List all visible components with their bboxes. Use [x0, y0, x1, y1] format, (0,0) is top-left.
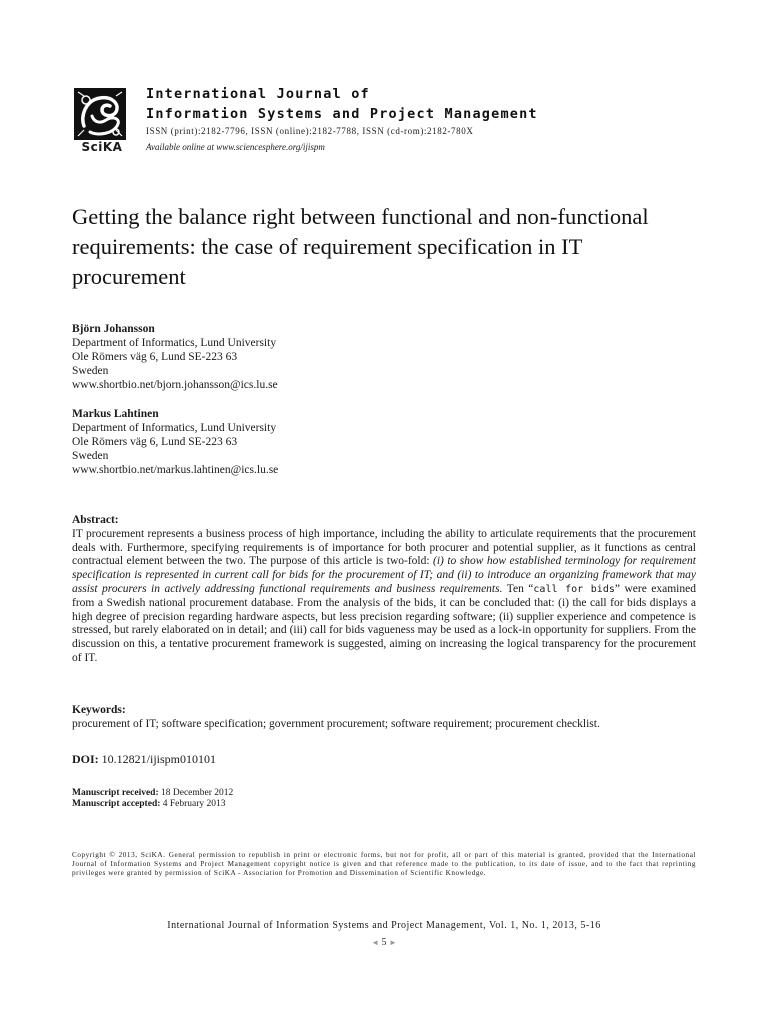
paper-title: Getting the balance right between functional and non-functional requirements: the case of requirement specification in IT procurement	[72, 204, 649, 289]
triangle-left-icon: ◄	[371, 938, 379, 947]
author-address: Ole Römers väg 6, Lund SE-223 63	[72, 351, 238, 363]
journal-title	[146, 84, 538, 124]
author-link[interactable]: www.shortbio.net/bjorn.johansson@ics.lu.se	[72, 379, 278, 391]
doi-value[interactable]: 10.12821/ijispm010101	[101, 752, 217, 766]
abstract-mono-text: call for bids	[533, 583, 615, 595]
abstract-text: IT procurement represents a business process of high importance, including the ability to articulate requirements that the procurement deals with. Furthermore, specifying requirements is of importance for both procurer and potential supplier, as it functions as central contractual element between the two. The purpose of this article is two-fold:	[72, 527, 696, 568]
journal-title-line2: Information Systems and Project Management	[146, 106, 538, 122]
author-country: Sweden	[72, 365, 109, 377]
author-department: Department of Informatics, Lund University	[72, 337, 277, 349]
author-department: Department of Informatics, Lund University	[72, 422, 277, 434]
copyright-notice: Copyright © 2013, SciKA. General permission to republish in print or electronic forms, but not for profit, all or part of this material is granted, provided that the International Journal of Information Systems and Project Management copyright notice is given and that reference made to the publication, to its date of issue, and to the fact that reprinting privileges were granted by permission of SciKA - Association for Promotion and Dissemination of Scientific Knowledge.	[72, 851, 696, 877]
author-block	[72, 407, 472, 477]
abstract-text: Ten “	[502, 582, 534, 595]
abstract-section	[72, 514, 696, 666]
logo-text: SciKA	[81, 140, 123, 154]
triangle-right-icon: ►	[389, 938, 397, 947]
manuscript-accepted-label: Manuscript accepted:	[72, 799, 161, 809]
journal-title-line1: International Journal of	[146, 86, 370, 102]
doi-label: DOI:	[72, 752, 99, 766]
keywords-section	[72, 703, 696, 731]
author-block	[72, 322, 472, 392]
manuscript-received-date: 18 December 2012	[161, 788, 234, 798]
author-link[interactable]: www.shortbio.net/markus.lahtinen@ics.lu.se	[72, 464, 279, 476]
abstract-italic-text: (i) to show how established terminology for requirement specification is represented in current call for bids for the procurement of IT; and (ii) to introduce an organizing framework that may assist procurers in actively addressing functional requirements and business requirements.	[72, 555, 696, 595]
issn-line: ISSN (print):2182-7796, ISSN (online):2182-7788, ISSN (cd-rom):2182-780X	[146, 126, 474, 136]
keywords-heading: Keywords:	[72, 704, 126, 716]
author-name: Björn Johansson	[72, 323, 155, 335]
abstract-heading: Abstract:	[72, 514, 119, 526]
footer-citation: International Journal of Information Systems and Project Management, Vol. 1, No. 1, 2013, 5-16	[167, 920, 601, 931]
author-name: Markus Lahtinen	[72, 408, 159, 420]
abstract-text: ” were examined from a Swedish national procurement database. From the analysis of the bids, it can be concluded that: (i) the call for bids displays a high degree of precision regarding hardware aspects, but less precision regarding software; (ii) supplier experience and competence is stressed, but rarely elaborated on in detail; and (iii) call for bids vagueness may be used as a lock-in opportunity for suppliers. From the discussion on this, a tentative procurement framework is suggested, aiming on increasing the logical transparency for the procurement of IT.	[72, 582, 696, 664]
manuscript-accepted	[72, 799, 233, 810]
doi	[72, 752, 216, 767]
available-online: Available online at www.sciencesphere.org/ijispm	[146, 142, 325, 152]
author-country: Sweden	[72, 450, 109, 462]
keywords-text: procurement of IT; software specification; government procurement; software requirement; procurement checklist.	[72, 718, 600, 730]
manuscript-dates	[72, 788, 233, 810]
page-number	[72, 937, 696, 948]
manuscript-accepted-date: 4 February 2013	[162, 799, 226, 809]
manuscript-received	[72, 788, 233, 799]
manuscript-received-label: Manuscript received:	[72, 788, 159, 798]
page-number-value: 5	[381, 937, 387, 948]
author-address: Ole Römers väg 6, Lund SE-223 63	[72, 436, 238, 448]
